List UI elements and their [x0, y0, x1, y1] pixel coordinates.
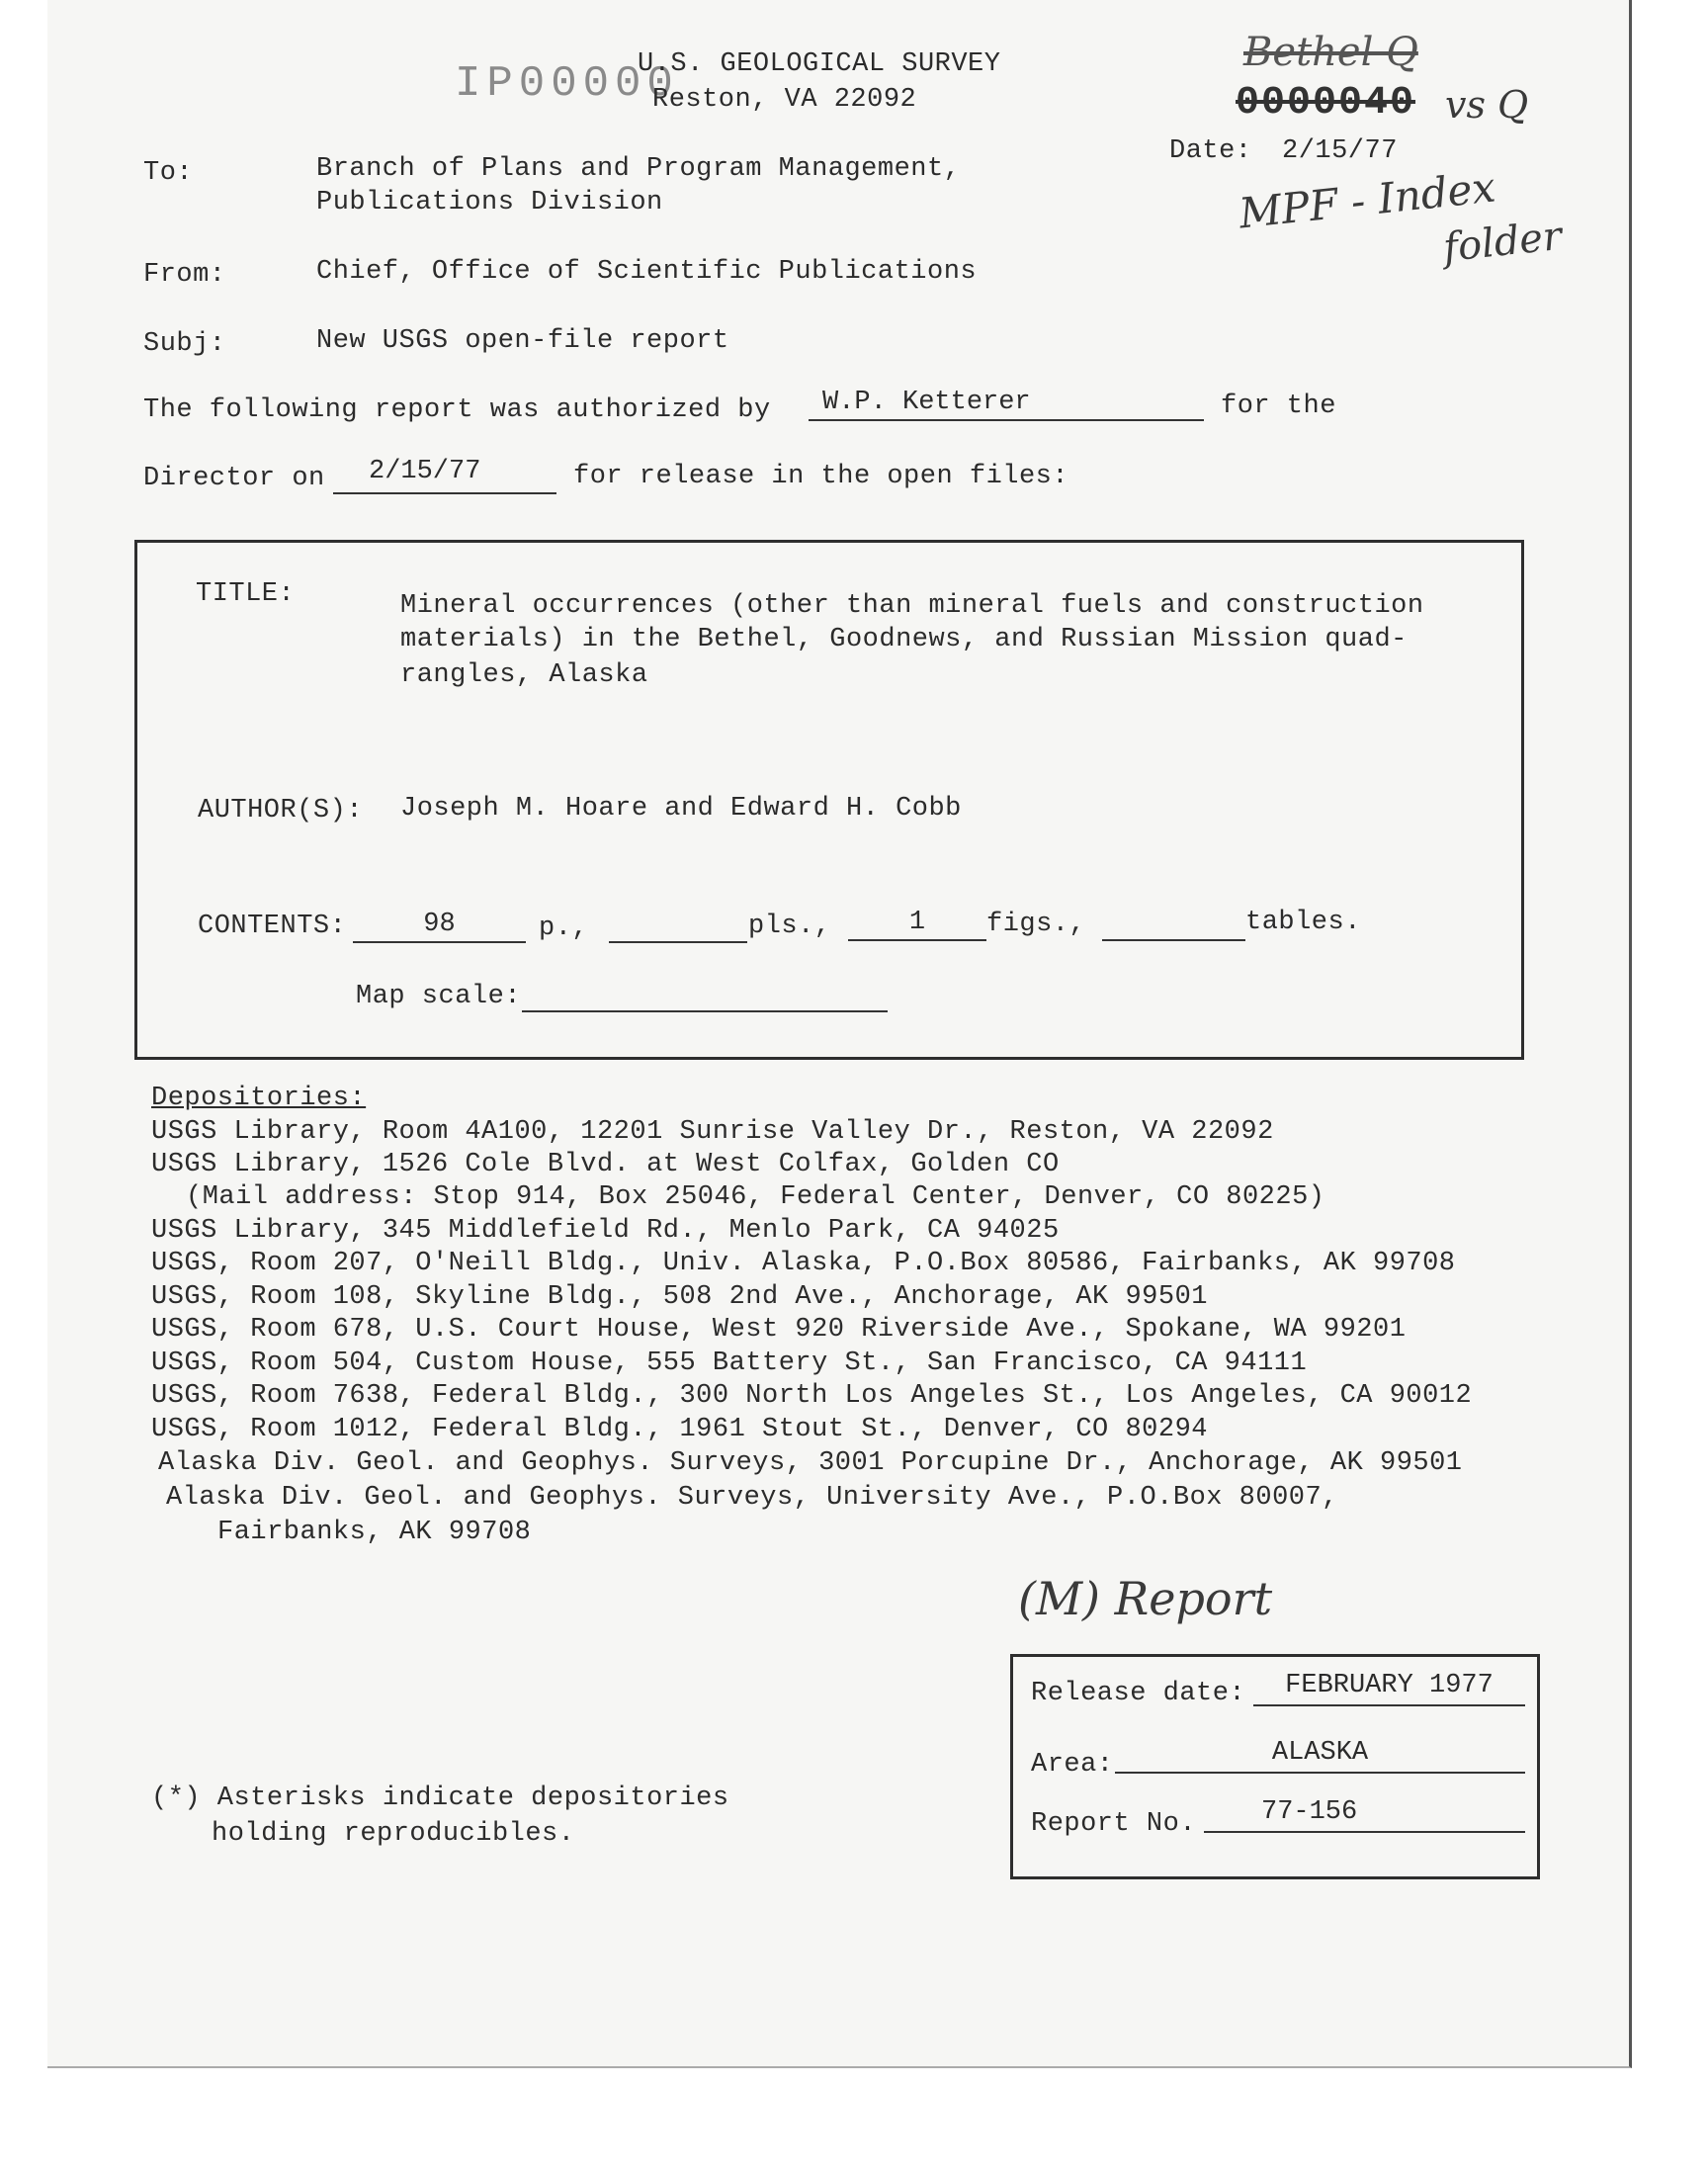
from-label: From:	[143, 260, 226, 290]
director-date-underline	[333, 492, 556, 494]
report-number-underline	[1204, 1831, 1525, 1833]
author-label: AUTHOR(S):	[198, 796, 364, 826]
date-value: 2/15/77	[1282, 136, 1398, 166]
plates-underline	[609, 941, 747, 943]
from-value: Chief, Office of Scientific Publications	[316, 257, 978, 287]
title-line-2: materials) in the Bethel, Goodnews, and Russian Mission quad-	[400, 625, 1408, 654]
author-value: Joseph M. Hoare and Edward H. Cobb	[400, 794, 962, 824]
pages-underline	[353, 941, 526, 943]
report-number-label: Report No.	[1031, 1809, 1197, 1839]
footnote-line-2: holding reproducibles.	[212, 1819, 575, 1849]
depository-line: USGS, Room 108, Skyline Bldg., 508 2nd Ave., Anchorage, AK 99501	[151, 1282, 1208, 1312]
title-label: TITLE:	[196, 579, 296, 609]
depository-line: Fairbanks, AK 99708	[217, 1518, 532, 1547]
release-date-underline	[1253, 1704, 1525, 1706]
depository-line: (Mail address: Stop 914, Box 25046, Federal Center, Denver, CO 80225)	[186, 1182, 1325, 1212]
depository-line: USGS, Room 678, U.S. Court House, West 920 Riverside Ave., Spokane, WA 99201	[151, 1315, 1407, 1345]
release-date-label: Release date:	[1031, 1679, 1246, 1708]
figs-unit: figs.,	[986, 910, 1086, 939]
struck-handwriting: Bethel Q	[1243, 30, 1418, 75]
map-scale-underline	[522, 1010, 888, 1012]
pages-value: 98	[423, 910, 456, 939]
to-label: To:	[143, 158, 194, 188]
to-line-1: Branch of Plans and Program Management,	[316, 154, 961, 184]
report-number-value: 77-156	[1261, 1797, 1358, 1827]
tables-underline	[1102, 939, 1245, 941]
handwritten-annotation: vs Q	[1445, 83, 1529, 127]
figs-underline	[848, 939, 986, 941]
title-line-3: rangles, Alaska	[400, 660, 648, 690]
handwritten-note-folder: folder	[1440, 213, 1565, 272]
subj-label: Subj:	[143, 329, 226, 359]
date-label: Date:	[1169, 136, 1252, 166]
director-suffix: for release in the open files:	[573, 462, 1069, 491]
agency-name: U.S. GEOLOGICAL SURVEY	[638, 49, 1001, 79]
area-label: Area:	[1031, 1750, 1114, 1780]
depository-line: USGS Library, Room 4A100, 12201 Sunrise Valley Dr., Reston, VA 22092	[151, 1117, 1274, 1147]
contents-label: CONTENTS:	[198, 912, 347, 941]
handwritten-report-label: (M) Report	[1018, 1572, 1273, 1625]
to-line-2: Publications Division	[316, 188, 663, 218]
director-date-value: 2/15/77	[369, 457, 481, 486]
authorized-by-value: W.P. Ketterer	[822, 388, 1031, 417]
handwritten-note-index: MPF - Index	[1237, 162, 1498, 238]
authorized-text: The following report was authorized by	[143, 395, 771, 425]
title-line-1: Mineral occurrences (other than mineral fuels and construction	[400, 591, 1424, 621]
agency-address: Reston, VA 22092	[652, 85, 917, 115]
depository-line: USGS Library, 345 Middlefield Rd., Menlo Park, CA 94025	[151, 1216, 1060, 1246]
area-value: ALASKA	[1271, 1738, 1369, 1768]
director-text: Director on	[143, 464, 325, 493]
depositories-heading: Depositories:	[151, 1084, 367, 1113]
tables-unit: tables.	[1245, 908, 1361, 937]
depository-line: USGS, Room 7638, Federal Bldg., 300 North Los Angeles St., Los Angeles, CA 90012	[151, 1381, 1473, 1411]
struck-stamp-number: 0000040	[1236, 81, 1416, 126]
subj-value: New USGS open-file report	[316, 326, 729, 356]
figs-value: 1	[908, 908, 926, 937]
area-underline	[1115, 1772, 1525, 1774]
pages-unit: p.,	[539, 914, 589, 943]
release-date-value: FEBRUARY 1977	[1285, 1671, 1494, 1700]
map-scale-label: Map scale:	[356, 982, 522, 1011]
depository-line: USGS Library, 1526 Cole Blvd. at West Colfax, Golden CO	[151, 1150, 1060, 1179]
footnote-line-1: (*) Asterisks indicate depositories	[151, 1784, 729, 1813]
depository-line: USGS, Room 207, O'Neill Bldg., Univ. Alaska, P.O.Box 80586, Fairbanks, AK 99708	[151, 1249, 1456, 1278]
file-stamp-id: IP00000	[455, 59, 679, 109]
authorized-suffix: for the	[1221, 392, 1336, 421]
plates-unit: pls.,	[748, 912, 831, 941]
depository-line: USGS, Room 504, Custom House, 555 Battery St., San Francisco, CA 94111	[151, 1348, 1308, 1378]
depository-line: USGS, Room 1012, Federal Bldg., 1961 Stout St., Denver, CO 80294	[151, 1415, 1208, 1444]
depository-line: Alaska Div. Geol. and Geophys. Surveys, University Ave., P.O.Box 80007,	[166, 1483, 1338, 1513]
authorized-by-underline	[809, 419, 1204, 421]
depository-line: Alaska Div. Geol. and Geophys. Surveys, 3001 Porcupine Dr., Anchorage, AK 99501	[158, 1448, 1463, 1478]
